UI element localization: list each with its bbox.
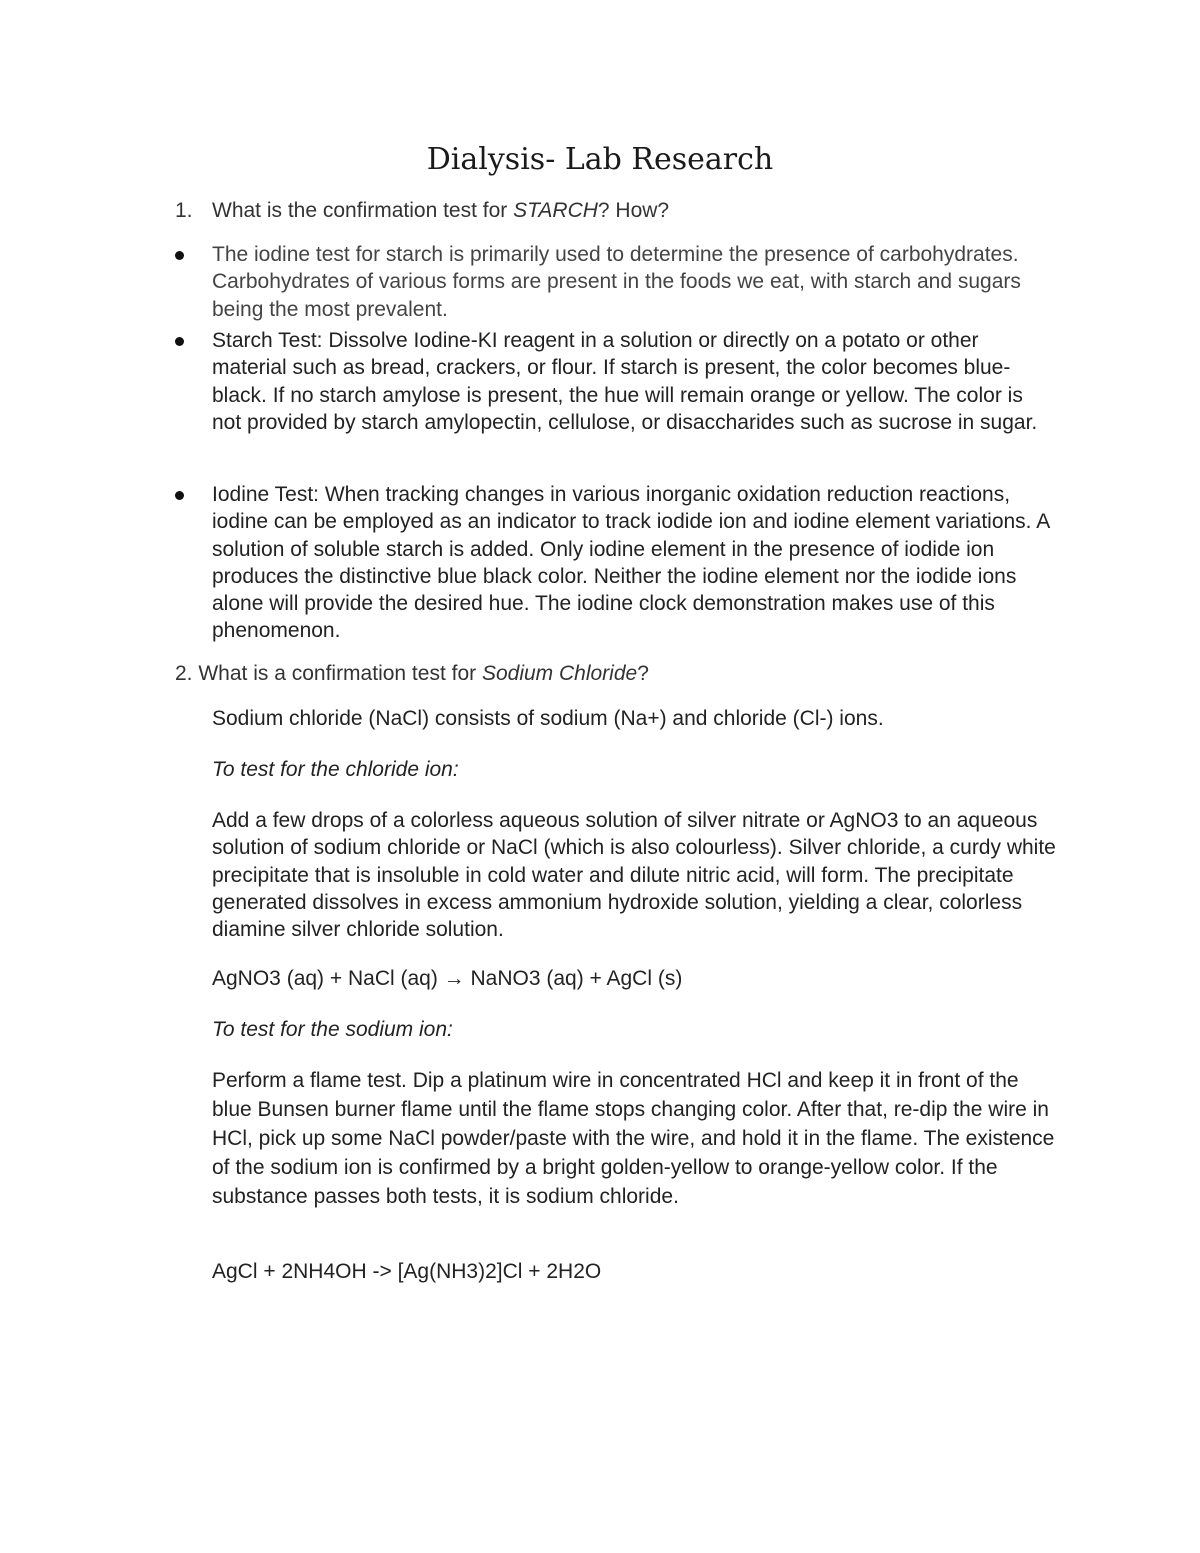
nacl-intro: Sodium chloride (NaCl) consists of sodium (Na+) and chloride (Cl-) ions. (212, 707, 884, 730)
bullet-icon (175, 337, 184, 346)
chloride-heading: To test for the chloride ion: (212, 758, 459, 781)
bullet-item (175, 327, 1055, 436)
question-1-text: What is the confirmation test for (212, 199, 514, 222)
chloride-text: Add a few drops of a colorless aqueous solution of silver nitrate or AgNO3 to an aqueous solution of sodium chloride or NaCl (which is also colourless). Silver chloride, a curdy white precipitate that is insoluble in cold water and dilute nitric acid, will form. The precipitate generated dissolves in excess ammonium hydroxide solution, yielding a clear, colorless diamine silver chloride solution. (212, 809, 1056, 942)
equation-2: AgCl + 2NH4OH -> [Ag(NH3)2]Cl + 2H2O (212, 1260, 602, 1283)
question-2-emphasis: Sodium Chloride (481, 662, 638, 685)
bullet-text: Iodine Test: When tracking changes in various inorganic oxidation reduction reactions, iodine can be employed as an indicator to track iodide ion and iodine element variations. A solution of soluble starch is added. Only iodine element in the presence of iodide ion produces the distinctive blue black color. Neither the iodine element nor the iodide ions alone will provide the desired hue. The iodine clock demonstration makes use of this phenomenon. (212, 483, 1050, 643)
question-1-number: 1. (175, 199, 193, 222)
bullet-item (175, 241, 1055, 323)
document-title: Dialysis- Lab Research (426, 142, 774, 177)
question-2-text: 2. What is a confirmation test for (175, 662, 482, 685)
sodium-heading: To test for the sodium ion: (212, 1018, 453, 1041)
question-2-suffix: ? (637, 662, 649, 685)
sodium-text: Perform a flame test. Dip a platinum wire in concentrated HCl and keep it in front of the blue Bunsen burner flame until the flame stops changing color. After that, re-dip the wire in HCl, pick up some NaCl powder/paste with the wire, and hold it in the flame. The existence of the sodium ion is confirmed by a bright golden-yellow to orange-yellow color. If the substance passes both tests, it is sodium chloride. (212, 1069, 1055, 1208)
question-1 (175, 197, 669, 224)
question-1-emphasis: STARCH (513, 199, 598, 222)
bullet-item (175, 481, 1055, 645)
bullet-text: The iodine test for starch is primarily used to determine the presence of carbohydrates. Carbohydrates of various forms are present in the foods we eat, with starch and sugars being the most prevalent. (212, 243, 1021, 321)
bullet-text: Starch Test: Dissolve Iodine-KI reagent in a solution or directly on a potato or other material such as bread, crackers, or flour. If starch is present, the color becomes blue-black. If no starch amylose is present, the hue will remain orange or yellow. The color is not provided by starch amylopectin, cellulose, or disaccharides such as sucrose in sugar. (212, 329, 1038, 434)
bullet-icon (175, 491, 184, 500)
equation-1: AgNO3 (aq) + NaCl (aq) → NaNO3 (aq) + AgCl (s) (212, 967, 683, 990)
question-1-suffix: ? How? (597, 199, 670, 222)
bullet-icon (175, 251, 184, 260)
question-2 (175, 660, 649, 687)
